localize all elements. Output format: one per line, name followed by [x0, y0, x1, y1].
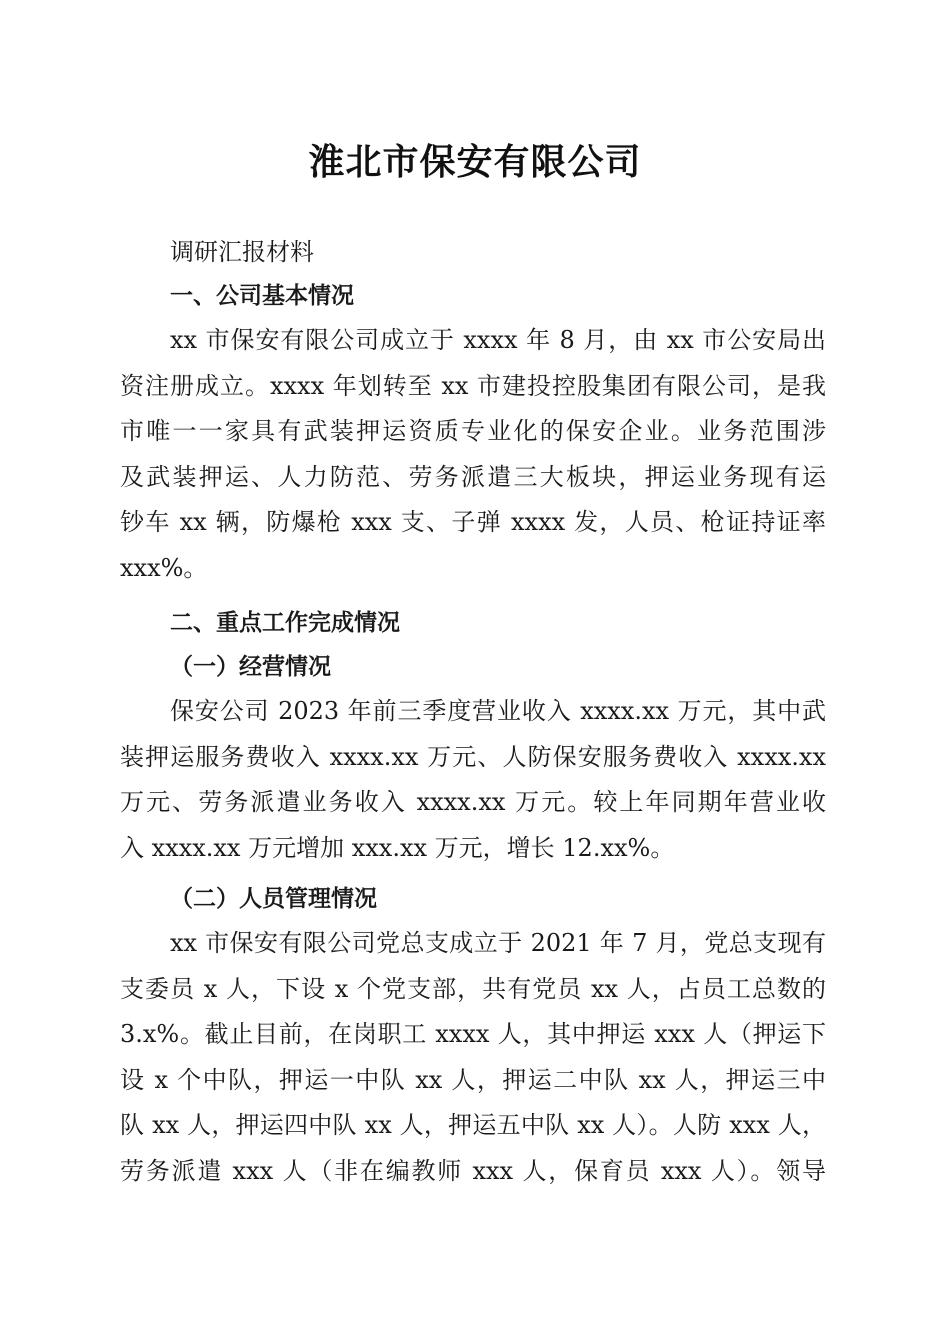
paragraph-line: 支委员 x 人，下设 x 个党支部，共有党员 xx 人，占员工总数的 [120, 974, 826, 1003]
paragraph-personnel [120, 921, 826, 1194]
paragraph-line: 保安公司 2023 年前三季度营业收入 xxxx.xx 万元，其中武 [170, 697, 826, 725]
document-subtitle: 调研汇报材料 [170, 238, 314, 266]
section-heading-basic-info: 一、公司基本情况 [170, 283, 354, 309]
paragraph-line: 市唯一一家具有武装押运资质专业化的保安企业。业务范围涉 [120, 417, 826, 445]
document-title: 淮北市保安有限公司 [308, 141, 642, 183]
subsection-heading-personnel: （二）人员管理情况 [170, 885, 377, 912]
paragraph-line: 设 x 个中队，押运一中队 xx 人，押运二中队 xx 人，押运三中 [120, 1065, 826, 1094]
paragraph-basic-info [120, 318, 826, 591]
paragraph-line: 劳务派遣 xxx 人（非在编教师 xxx 人，保育员 xxx 人）。领导 [120, 1156, 826, 1185]
document-body [120, 230, 826, 1194]
subsection-heading-operations: （一）经营情况 [170, 653, 331, 680]
paragraph-line: 万元、劳务派遣业务收入 xxxx.xx 万元。较上年同期年营业收 [120, 788, 826, 816]
section-heading-key-work: 二、重点工作完成情况 [170, 610, 400, 636]
paragraph-line: 队 xx 人，押运四中队 xx 人，押运五中队 xx 人）。人防 xxx 人， [120, 1111, 826, 1139]
paragraph-line: xx 市保安有限公司成立于 xxxx 年 8 月，由 xx 市公安局出 [170, 326, 826, 354]
paragraph-line: 及武装押运、人力防范、劳务派遣三大板块，押运业务现有运 [120, 462, 826, 491]
paragraph-line: 3.x%。截止目前，在岗职工 xxxx 人，其中押运 xxx 人（押运下 [120, 1020, 826, 1048]
paragraph-operations [120, 689, 826, 871]
paragraph-line: 钞车 xx 辆，防爆枪 xxx 支、子弹 xxxx 发，人员、枪证持证率 [120, 508, 826, 536]
paragraph-line: xx 市保安有限公司党总支成立于 2021 年 7 月，党总支现有 [170, 929, 826, 957]
paragraph-line: xxx%。 [120, 553, 208, 582]
paragraph-line: 装押运服务费收入 xxxx.xx 万元、人防保安服务费收入 xxxx.xx [120, 742, 826, 771]
paragraph-line: 资注册成立。xxxx 年划转至 xx 市建投控股集团有限公司，是我 [120, 371, 826, 400]
paragraph-line: 入 xxxx.xx 万元增加 xxx.xx 万元，增长 12.xx%。 [120, 833, 675, 862]
